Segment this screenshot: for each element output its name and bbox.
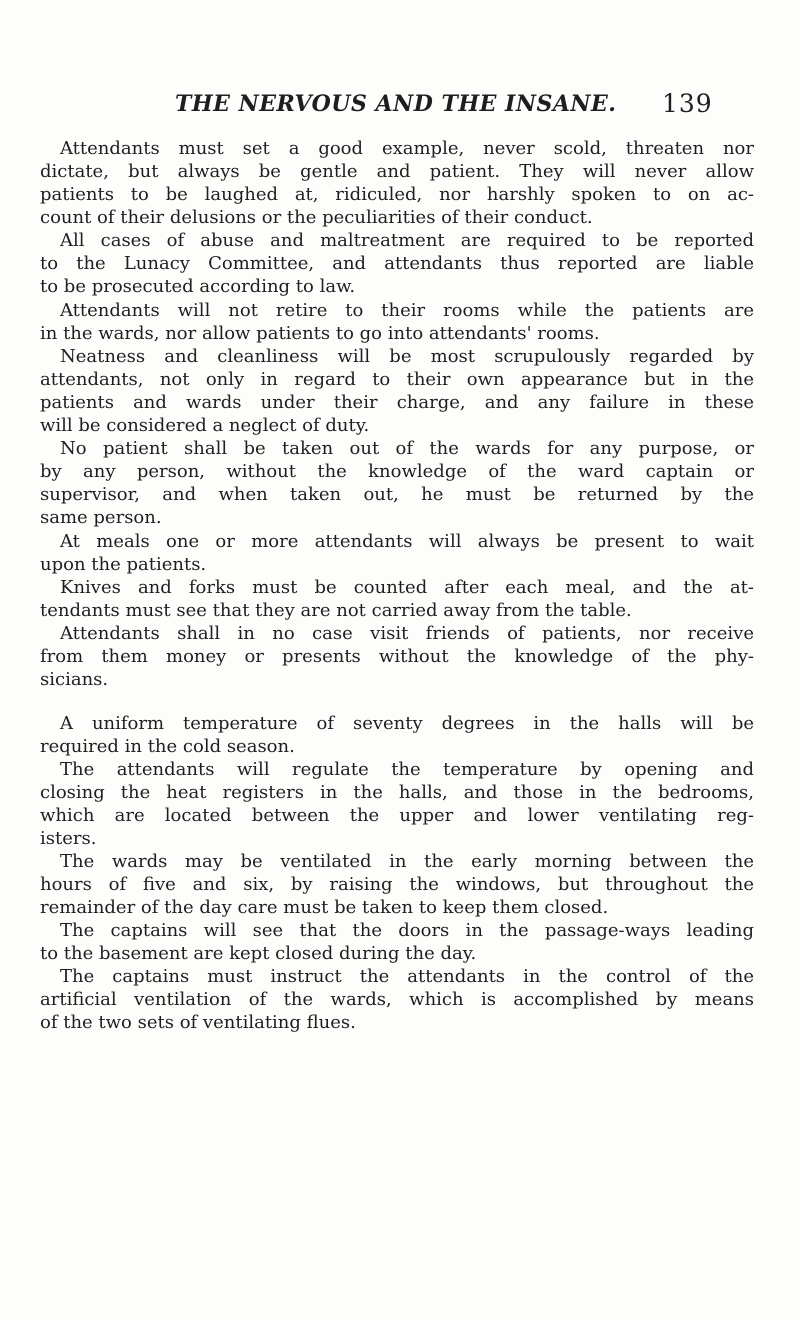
text-line: which are located between the upper and lower ventilating reg- [40,805,754,826]
text-line: sicians. [40,669,109,690]
text-line: artificial ventilation of the wards, which is accomplished by means [40,989,754,1010]
text-line: supervisor, and when taken out, he must be returned by the [40,484,754,505]
text-line: by any person, without the knowledge of the ward captain or [40,461,754,482]
text-line: count of their delusions or the peculiarities of their conduct. [40,207,593,228]
text-line: dictate, but always be gentle and patient. They will never allow [40,161,754,182]
text-line: No patient shall be taken out of the wards for any purpose, or [60,438,754,459]
text-line: patients and wards under their charge, and any failure in these [40,392,754,413]
text-line: hours of five and six, by raising the windows, but throughout the [40,874,754,895]
text-line: remainder of the day care must be taken to keep them closed. [40,897,609,918]
text-line: closing the heat registers in the halls, and those in the bedrooms, [40,782,754,803]
text-line: The captains will see that the doors in the passage-ways leading [60,920,754,941]
text-line: Attendants must set a good example, never scold, threaten nor [60,138,754,159]
text-line: Neatness and cleanliness will be most scrupulously regarded by [60,346,754,367]
text-line: patients to be laughed at, ridiculed, nor harshly spoken to on ac- [40,184,754,205]
text-line: in the wards, nor allow patients to go into attendants' rooms. [40,323,600,344]
text-line: At meals one or more attendants will always be present to wait [60,531,754,552]
page-number: 139 [662,89,713,118]
text-line: from them money or presents without the knowledge of the phy- [40,646,754,667]
text-line: Attendants will not retire to their rooms while the patients are [60,300,754,321]
text-line: tendants must see that they are not carried away from the table. [40,600,632,621]
text-line: same person. [40,507,162,528]
running-head: THE NERVOUS AND THE INSANE. [175,91,617,117]
text-line: attendants, not only in regard to their own appearance but in the [40,369,754,390]
text-line: of the two sets of ventilating flues. [40,1012,356,1033]
text-line: The attendants will regulate the temperature by opening and [60,759,754,780]
text-line: Attendants shall in no case visit friends of patients, nor receive [60,623,754,644]
text-line: A uniform temperature of seventy degrees in the halls will be [60,713,754,734]
text-line: required in the cold season. [40,736,295,757]
text-line: to the Lunacy Committee, and attendants thus reported are liable [40,253,754,274]
text-line: to be prosecuted according to law. [40,276,356,297]
text-line: upon the patients. [40,554,207,575]
text-line: The wards may be ventilated in the early morning between the [60,851,754,872]
text-line: The captains must instruct the attendants in the control of the [60,966,754,987]
text-line: to the basement are kept closed during the day. [40,943,477,964]
text-line: Knives and forks must be counted after each meal, and the at- [60,577,754,598]
text-line: will be considered a neglect of duty. [40,415,370,436]
text-line: isters. [40,828,97,849]
text-line: All cases of abuse and maltreatment are required to be reported [60,230,754,251]
